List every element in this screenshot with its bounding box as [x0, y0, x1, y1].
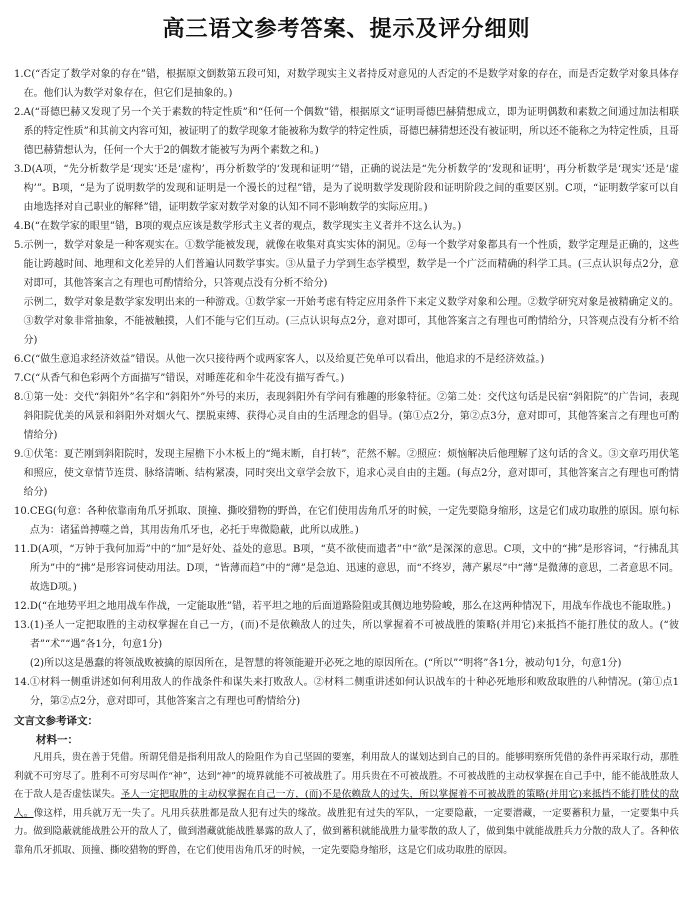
- answer-item: [14, 445, 679, 502]
- answer-item: [14, 217, 679, 236]
- answer-text: CEG(句意：各种依靠南角爪牙抓取、顶撞、撕咬猎物的野兽，在它们使用齿角爪牙的时候，一定先要隐身缩形，这是它们成功取胜的原因。原句标点为：诸猛兽搏噬之兽，其用齿角爪牙也，必托于卑微隐蔽，此所以成胜。): [29, 506, 679, 536]
- answer-item: [14, 502, 679, 540]
- answer-number: 5.: [14, 240, 24, 251]
- answer-body: [30, 673, 679, 711]
- answer-number: 14.: [14, 677, 30, 688]
- answer-number: 3.: [14, 164, 24, 175]
- answer-number: 12.: [14, 601, 30, 612]
- answer-text: C(“否定了数学对象的存在”错，根据原文倒数第五段可知，对数学现实主义者持反对意见的人否定的不是数学对象的存在，而是否定数学对象具体存在。他们认为数学对象存在，但它们是抽象的。): [23, 69, 679, 99]
- answer-body: [24, 217, 679, 236]
- answer-body: [30, 540, 679, 597]
- translation-heading: 文言文参考译文：: [14, 715, 98, 727]
- answer-body: [24, 160, 679, 217]
- answer-body: [24, 350, 679, 369]
- translation-paragraph: [14, 749, 679, 860]
- answer-item: [14, 350, 679, 369]
- answer-text: A(“哥德巴赫又发现了另一个关于素数的特定性质”和“任何一个偶数”错，根据原文“证明哥德巴赫猜想成立，即为证明偶数和素数之间通过加法相联系的特定性质”和其前文内容可知，被证明了的数学现象才能被称为数学的特定性质，哥德巴赫猜想还没有被证明，所以还不能称之为特定性质，且哥德巴赫猜想认为，任何一个大于2的偶数才能被写为两个素数之和。): [23, 107, 679, 156]
- answer-body: [24, 388, 679, 445]
- answer-list: [14, 65, 679, 711]
- answer-number: 11.: [14, 544, 30, 555]
- translation-text-after: 像这样，用兵就万无一失了。凡用兵获胜都是敌人犯有过失的缘故。战胜犯有过失的军队，一定要隐蔽，一定要潜藏，一定要蓄积力量，一定要集中兵力。做到隐蔽就能战胜公开的敌人了，做到潜藏就能战胜暴露的敌人了，做到蓄积就能战胜力量零散的敌人了，做到集中就能战胜兵力分散的敌人了。各种依靠角爪牙抓取、顶撞、撕咬猎物的野兽，在它们使用齿角爪牙的时候，一定先要隐身缩形，这是它们成功取胜的原因。: [14, 807, 680, 856]
- answer-item: [14, 540, 679, 597]
- answer-item: [14, 236, 679, 350]
- answer-text: C(“做生意追求经济效益”错误。从他一次只接待两个或两家客人，以及给夏芒免单可以看出，他追求的不是经济效益。): [23, 354, 545, 365]
- answer-body: [24, 369, 679, 388]
- answer-number: 13.: [14, 620, 30, 631]
- translation-text-before: 凡用兵，贵在善于凭借。所谓凭借是指利用敌人的险阻作为自己坚固的要塞，利用敌人的谋划达到自己的目的。能够明察所凭借的条件再采取行动，那胜利就不可穷尽了。胜利不可穷尽叫作“神”，达到“神”的境界就能不可被战胜了。用兵贵在不可被战胜。不可被战胜的主动权掌握在自己手中，能不能战胜敌人在于敌人是否虚怯谋失。: [14, 752, 679, 800]
- answer-body: [24, 236, 679, 350]
- translation-underlined-sentence: 圣人一定把取胜的主动权掌握在自己一方，(而)不是依赖敌人的过失，所以掌握着不可被战胜的策略(并用它)来抵挡不能打胜仗的敌人。: [14, 789, 679, 819]
- answer-number: 1.: [14, 69, 24, 80]
- page-title: 高三语文参考答案、提示及评分细则: [162, 17, 531, 42]
- answer-subtext: (2)所以这是愚蠢的将领战败被擒的原因所在，是智慧的将领能避开必死之地的原因所在。(“所以”“明将”各1分，被动句1分，句意1分): [29, 658, 622, 669]
- answer-number: 2.: [14, 107, 24, 118]
- answer-subtext: 示例二，数学对象是数学家发明出来的一种游戏。①数学家一开始考虑有特定应用条件下来定义数学对象和公理。②数学研究对象是被精确定义的。③数学对象非常抽象，不能被触摸，人们不能与它们互动。(三点认识每点2分，意对即可，其他答案言之有理也可酌情给分，只答观点没有分析不给分): [23, 297, 679, 346]
- answer-body: [24, 103, 679, 160]
- answer-text: D(A项，“万钟于我何加焉”中的“加”是好处、益处的意思。B项，“莫不欲使而遗者”中“欲”是深深的意思。C项，文中的“拂”是形容词，“行拂乱其所为”中的“拂”是形容词使动用法。D项，“皆薄而趋”中的“薄”是急迫、迅速的意思，而“不终岁，薄产累尽”中“薄”是微薄的意思，二者意思不同。故选D项。): [29, 544, 679, 593]
- answer-number: 8.: [14, 392, 24, 403]
- answer-body: [30, 597, 679, 616]
- answer-body: [30, 616, 679, 673]
- answer-item: [14, 616, 679, 673]
- answer-number: 6.: [14, 354, 24, 365]
- answer-item: [14, 103, 679, 160]
- answer-text: D(“在地势平坦之地用战车作战，一定能取胜”错，若平坦之地的后面道路险阻或其侧边地势险峻，那么在这两种情况下，用战车作战也不能取胜。): [29, 601, 671, 612]
- material-one-label: 材料一：: [36, 734, 78, 746]
- answer-text: C(“从香气和色彩两个方面描写”错误，对睡莲花和伞牛花没有描写香气。): [23, 373, 345, 384]
- answer-number: 9.: [14, 449, 24, 460]
- answer-item: [14, 597, 679, 616]
- answer-body: [30, 502, 679, 540]
- answer-body: [24, 65, 679, 103]
- answer-item: [14, 160, 679, 217]
- answer-number: 7.: [14, 373, 24, 384]
- answer-item: [14, 388, 679, 445]
- answer-number: 4.: [14, 221, 24, 232]
- answer-text: ①材料一侧重讲述如何利用敌人的作战条件和谋失来打败敌人。②材料二侧重讲述如何认识战车的十种必死地形和败敌取胜的八种情况。(第①点1分，第②点2分，意对即可，其他答案言之有理也可酌情给分): [29, 677, 679, 707]
- answer-text: B(“在数学家的眼里”错，B项的观点应该是数学形式主义者的观点，数学现实主义者并不这么认为。): [23, 221, 462, 232]
- answer-item: [14, 65, 679, 103]
- answer-text: (1)圣人一定把取胜的主动权掌握在自己一方，(而)不是依赖敌人的过失，所以掌握着不可被战胜的策略(并用它)来抵挡不能打胜仗的敌人。(“彼者”“术”“遇”各1分，句意1分): [29, 620, 679, 650]
- answer-item: [14, 673, 679, 711]
- answer-text: ①伏笔：夏芒刚到斜阳院时，发现主屋檐下小木板上的“绳末断，自打转”，茫然不解。②照应：烦恼解决后他理解了这句话的含义。③文章巧用伏笔和照应，使文章情节连贯、脉络清晰、结构紧凑，同时突出文章学会放下，追求心灵自由的主题。(每点2分，意对即可，其他答案言之有理也可酌情给分): [23, 449, 679, 498]
- answer-number: 10.: [14, 506, 30, 517]
- answer-item: [14, 369, 679, 388]
- answer-text: ①第一处：交代“斜阳外”名字和“斜阳外”外号的来历，表现斜阳外有学问有雅趣的形象特征。②第二处：交代这句话是民宿“斜阳院”的广告词，表现斜阳院优美的风景和斜阳外对烟火气、摆脱束缚、获得心灵自由的生活理念的倡导。(第①点2分，第②点3分，意对即可，其他答案言之有理也可酌情给分): [23, 392, 679, 441]
- answer-text: D(A项，“先分析数学是‘现实’还是‘虚构’，再分析数学的‘发现和证明’”错，正确的说法是“先分析数学的‘发现和证明’，再分析数学是‘现实’还是‘虚构’”。B项，“是为了说明数学的发现和证明是一个漫长的过程”错，是为了说明数学发现阶段和证明阶段之间的重要区别。C项，“证明数学家可以自由地选择对自己职业的解释”错，证明数学家对数学对象的认知不同不影响数学的实际应用。): [23, 164, 679, 213]
- answer-text: 示例一，数学对象是一种客观实在。①数学能被发现，就像在收集对真实实体的洞见。②每一个数学对象都具有一个性质，数学定理是正确的，这些能让跨越时间、地理和文化差异的人们普遍认同数学事实。③从量子力学到生态学模型，数学是一个广泛而精确的科学工具。(三点认识每点2分，意对即可，其他答案言之有理也可酌情给分，只答观点没有分析不给分): [23, 240, 679, 289]
- answer-body: [24, 445, 679, 502]
